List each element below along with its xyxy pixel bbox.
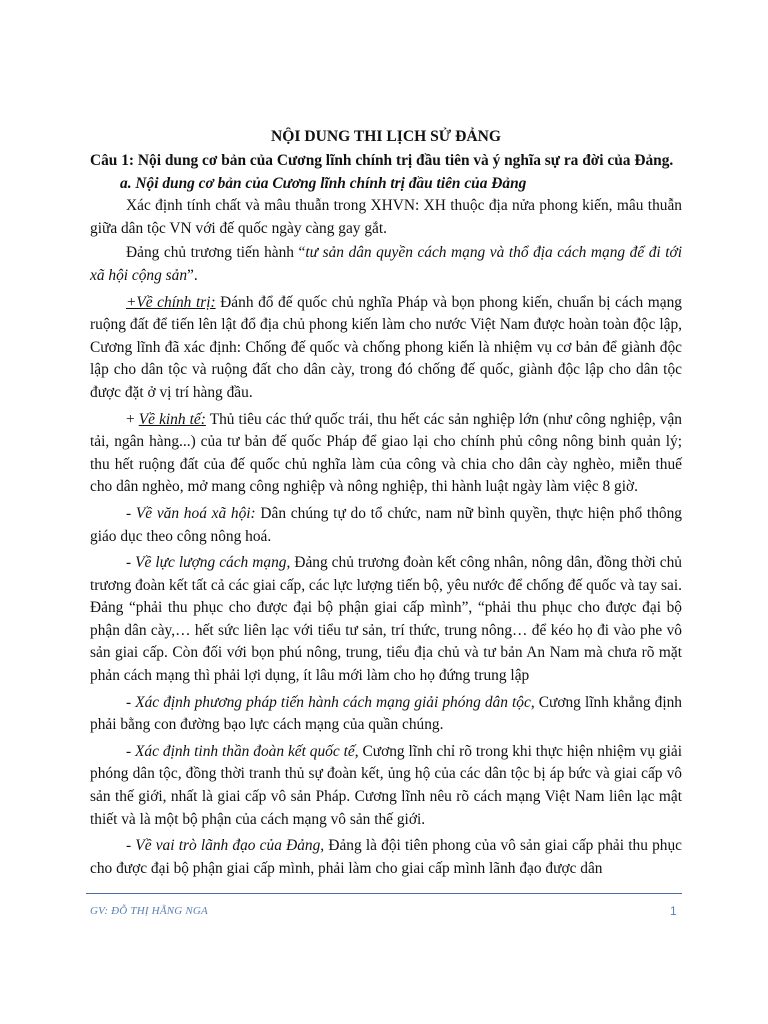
- paragraph-party-policy: [90, 242, 682, 287]
- culture-label: - Về văn hoá xã hội:: [126, 504, 256, 522]
- paragraph-party-leadership: [90, 835, 682, 880]
- policy-text-before: Đảng chủ trương tiến hành “: [126, 244, 306, 262]
- paragraph-international-solidarity: [90, 741, 682, 831]
- paragraph-economy: [90, 409, 682, 499]
- footer-divider: [86, 893, 682, 894]
- section-heading: a. Nội dung cơ bản của Cương lĩnh chính trị đầu tiên của Đảng: [120, 174, 527, 192]
- politics-label: +Về chính trị:: [126, 293, 216, 311]
- politics-text: Đánh đổ đế quốc chủ nghĩa Pháp và bọn phong kiến, chuẩn bị cách mạng ruộng đất để tiến lên lật đổ địa chủ phong kiến làm cho nước Việt Nam được hoàn toàn độc lập, Cương lĩnh đã xác định: Chống đế quốc và chống phong kiến là nhiệm vụ cơ bản để giành độc lập cho dân tộc và ruộng đất cho dân cày, trong đó chống đế quốc, giành độc lập cho dân tộc được đặt ở vị trí hàng đầu.: [90, 293, 682, 401]
- solidarity-text: , Cương lĩnh chỉ rõ trong khi thực hiện nhiệm vụ giải phóng dân tộc, đồng thời tranh thủ sự đoàn kết, ủng hộ của các dân tộc bị áp bức và giai cấp vô sản thế giới, nhất là giai cấp vô sản Pháp. Cương lĩnh nêu rõ cách mạng Việt Nam liên lạc mật thiết và là một bộ phận của cách mạng vô sản thế giới.: [90, 742, 683, 828]
- question-heading: Câu 1: Nội dung cơ bản của Cương lĩnh chính trị đầu tiên và ý nghĩa sự ra đời của Đảng.: [90, 152, 674, 169]
- footer-author: GV: ĐỖ THỊ HẰNG NGA: [90, 905, 208, 917]
- footer-page-number: 1: [670, 904, 677, 918]
- forces-text: , Đảng chủ trương đoàn kết công nhân, nông dân, đồng thời chủ trương đoàn kết tất cả các giai cấp, các lực lượng tiến bộ, yêu nước để chống đế quốc và tay sai. Đảng “phải thu phục cho được đại bộ phận giai cấp mình”, “phải thu phục cho được đại bộ phận dân cày,… hết sức liên lạc với tiểu tư sản, trí thức, trung nông… để kéo họ đi vào phe vô sản giai cấp. Còn đối với bọn phú nông, trung, tiểu địa chủ và tư bản An Nam mà chưa rõ mặt phản cách mạng thì phải lợi dụng, ít lâu mới làm cho họ đứng trung lập: [90, 554, 682, 685]
- economy-text: Thủ tiêu các thứ quốc trái, thu hết các sản nghiệp lớn (như công nghiệp, vận tải, ngân hàng...) của tư bản đế quốc Pháp để giao lại cho chính phủ công nông binh quản lý; thu hết ruộng đất của đế quốc chủ nghĩa làm của công và chia cho dân cày nghèo, miễn thuế cho dân nghèo, mở mang công nghiệp và nông nghiệp, thi hành luật ngày làm việc 8 giờ.: [90, 410, 682, 496]
- paragraph-revolution-method: [90, 692, 682, 737]
- paragraph-politics: [90, 292, 682, 405]
- paragraph-revolutionary-forces: [90, 552, 682, 688]
- method-label: - Xác định phương pháp tiến hành cách mạng giải phóng dân tộc: [126, 693, 531, 711]
- paragraph-culture-society: [90, 503, 682, 548]
- forces-label: - Về lực lượng cách mạng: [126, 554, 287, 572]
- economy-label: Về kinh tế:: [138, 410, 206, 428]
- economy-prefix: +: [126, 410, 139, 428]
- culture-text: Dân chúng tự do tổ chức, nam nữ bình quyền, thực hiện phổ thông giáo dục theo công nông hoá.: [90, 504, 682, 545]
- paragraph-nature-contradiction: Xác định tính chất và mâu thuẫn trong XHVN: XH thuộc địa nửa phong kiến, mâu thuẫn giữa dân tộc VN với đế quốc ngày càng gay gắt.: [90, 197, 682, 237]
- leadership-label: - Về vai trò lãnh đạo của Đảng,: [126, 837, 325, 855]
- document-title: NỘI DUNG THI LỊCH SỬ ĐẢNG: [270, 128, 502, 145]
- policy-quote: tư sản dân quyền cách mạng và thổ địa cách mạng để đi tới xã hội cộng sản: [90, 244, 682, 284]
- policy-text-after: ”.: [187, 266, 198, 284]
- method-text: , Cương lĩnh khẳng định phải bằng con đường bạo lực cách mạng của quần chúng.: [90, 693, 682, 734]
- leadership-text: Đảng là đội tiên phong của vô sản giai cấp phải thu phục cho được đại bộ phận giai cấp mình, phải làm cho giai cấp mình lãnh đạo được dân: [90, 837, 682, 877]
- page-content: [90, 126, 682, 884]
- solidarity-label: - Xác định tinh thần đoàn kết quốc tế: [126, 742, 355, 760]
